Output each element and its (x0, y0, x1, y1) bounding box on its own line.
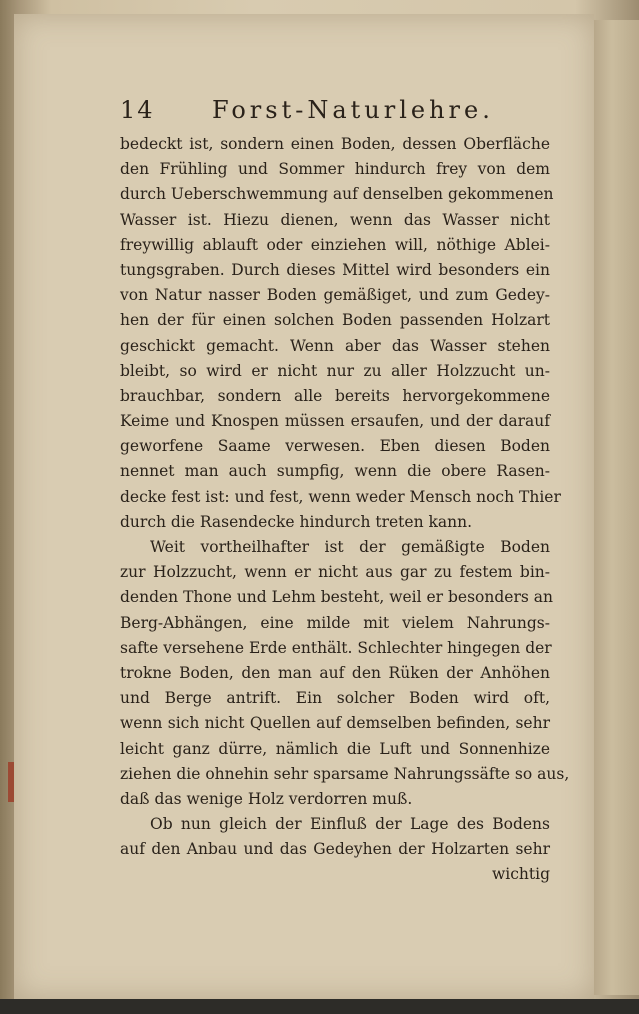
text-line: auf den Anbau und das Gedeyhen der Holzarten sehr (120, 840, 550, 859)
facing-page-edge (594, 20, 639, 995)
scan-bottom-border (0, 999, 639, 1014)
text-line: bleibt, so wird er nicht nur zu aller Holzzucht un- (120, 361, 550, 380)
text-line: Ob nun gleich der Einfluß der Lage des Bodens (150, 815, 550, 834)
text-line: geworfene Saame verwesen. Eben diesen Boden (120, 437, 550, 456)
text-line: durch Ueberschwemmung auf denselben gekommenen (120, 185, 554, 204)
text-line: trokne Boden, den man auf den Rüken der Anhöhen (120, 663, 550, 682)
paragraph (120, 812, 550, 862)
paragraph (120, 535, 570, 812)
text-line: und Berge antrift. Ein solcher Boden wird oft, (120, 689, 550, 708)
paragraph (120, 132, 561, 535)
text-line: Berg-Abhängen, eine milde mit vielem Nahrungs- (120, 613, 550, 632)
text-line: safte versehene Erde enthält. Schlechter hingegen der (120, 638, 552, 657)
running-title: Forst-Naturlehre. (212, 96, 494, 124)
text-line: decke fest ist: und fest, wenn weder Mensch noch Thier (120, 487, 561, 506)
text-line: denden Thone und Lehm besteht, weil er besonders an (120, 588, 553, 607)
catchword: wichtig (492, 865, 550, 884)
page-header (120, 96, 550, 132)
text-line: den Frühling und Sommer hindurch frey von dem (120, 160, 550, 179)
page-text (120, 96, 570, 888)
text-line: daß das wenige Holz verdorren muß. (120, 789, 413, 808)
text-line: brauchbar, sondern alle bereits hervorgekommene (120, 386, 550, 405)
text-line: bedeckt ist, sondern einen Boden, dessen Oberfläche (120, 135, 550, 153)
text-line: wenn sich nicht Quellen auf demselben befinden, sehr (120, 714, 550, 733)
text-line: zur Holzzucht, wenn er nicht aus gar zu festem bin- (120, 563, 550, 582)
text-line: leicht ganz dürre, nämlich die Luft und Sonnenhize (120, 739, 550, 758)
text-line: nennet man auch sumpfig, wenn die obere Rasen- (120, 462, 550, 481)
page-number: 14 (120, 96, 155, 124)
text-line: ziehen die ohnehin sehr sparsame Nahrungssäfte so aus, (120, 764, 570, 783)
text-line: tungsgraben. Durch dieses Mittel wird besonders ein (120, 260, 550, 279)
text-line: Wasser ist. Hiezu dienen, wenn das Wasser nicht (120, 210, 550, 229)
binding-mark (8, 762, 14, 802)
text-line: durch die Rasendecke hindurch treten kann. (120, 512, 473, 531)
text-line: von Natur nasser Boden gemäßiget, und zum Gedey- (120, 286, 550, 305)
text-line: freywillig ablauft oder einziehen will, nöthige Ablei- (120, 235, 550, 254)
text-line: Weit vortheilhafter ist der gemäßigte Boden (150, 538, 550, 556)
text-line: Keime und Knospen müssen ersaufen, und der darauf (120, 412, 550, 431)
text-line: geschickt gemacht. Wenn aber das Wasser stehen (120, 336, 550, 355)
text-line: hen der für einen solchen Boden passenden Holzart (120, 311, 550, 330)
